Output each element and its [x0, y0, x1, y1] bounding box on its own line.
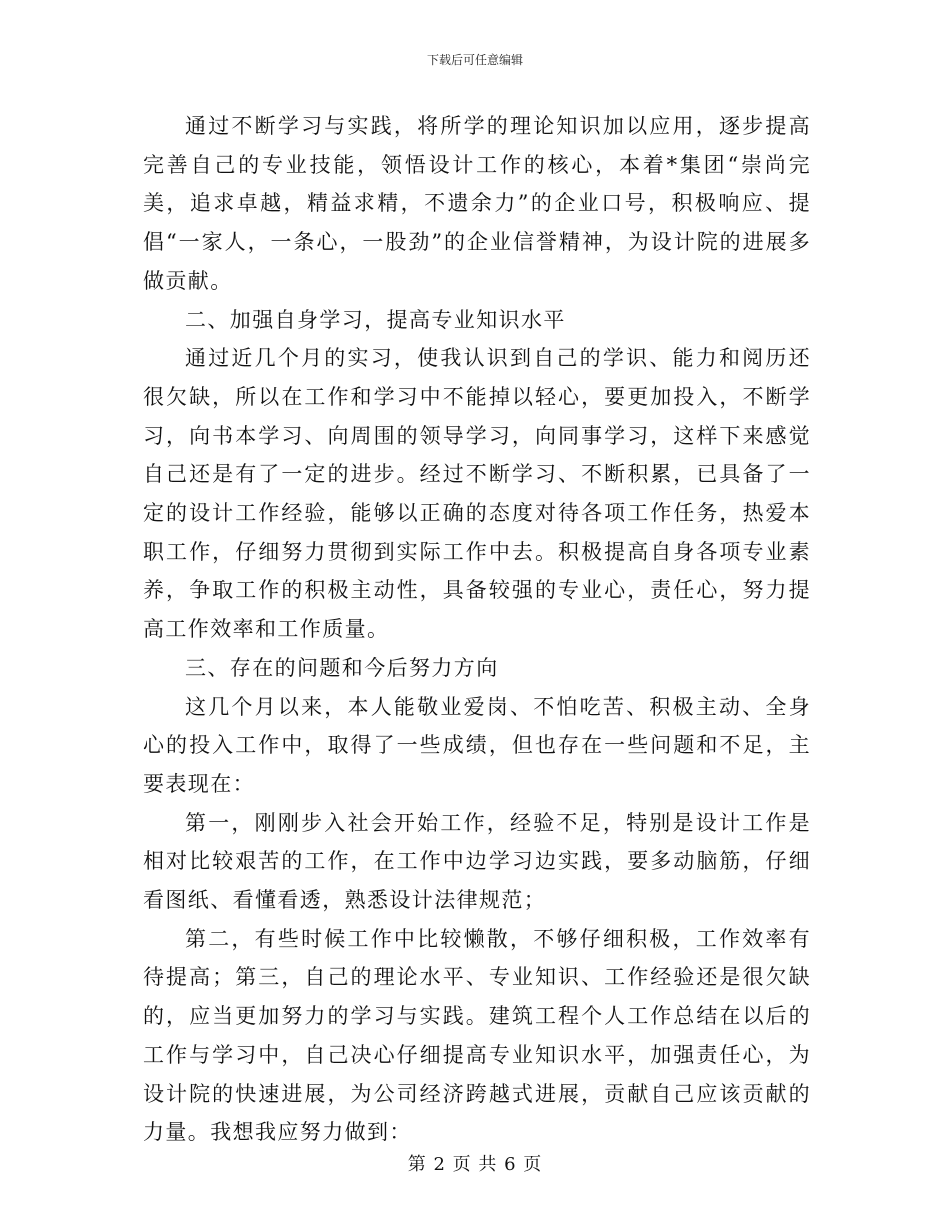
paragraph-study: 通过近几个月的实习，使我认识到自己的学识、能力和阅历还很欠缺，所以在工作和学习中不能掉以轻心，要更加投入，不断学习，向书本学习、向周围的领导学习，向同事学习，这样下来感觉自己还是有了一定的进步。经过不断学习、不断积累，已具备了一定的设计工作经验，能够以正确的态度对待各项工作任务，热爱本职工作，仔细努力贯彻到实际工作中去。积极提高自身各项专业素养，争取工作的积极主动性，具备较强的专业心，责任心，努力提高工作效率和工作质量。 — [143, 346, 811, 642]
page-header: 下载后可任意编辑 — [426, 53, 523, 67]
paragraph-practice: 通过不断学习与实践，将所学的理论知识加以应用，逐步提高完善自己的专业技能，领悟设计工作的核心，本着*集团“崇尚完美，追求卓越，精益求精，不遗余力”的企业口号，积极响应、提倡“一家人，一条心，一股劲”的企业信誉精神，为设计院的进展多做贡献。 — [143, 114, 811, 293]
page-footer: 第 2 页 共 6 页 — [407, 1154, 543, 1175]
paragraph-problem-first: 第一，刚刚步入社会开始工作，经验不足，特别是设计工作是相对比较艰苦的工作，在工作中边学习边实践，要多动脑筋，仔细看图纸、看懂看透，熟悉设计法律规范； — [143, 810, 811, 913]
paragraph-problem-second: 第二，有些时候工作中比较懒散，不够仔细积极，工作效率有待提高；第三，自己的理论水平、专业知识、工作经验还是很欠缺的，应当更加努力的学习与实践。建筑工程个人工作总结在以后的工作与学习中，自己决心仔细提高专业知识水平，加强责任心，为设计院的快速进展，为公司经济跨越式进展，贡献自己应该贡献的力量。我想我应努力做到： — [143, 926, 811, 1145]
paragraph-problems-intro: 这几个月以来，本人能敬业爱岗、不怕吃苦、积极主动、全身心的投入工作中，取得了一些成绩，但也存在一些问题和不足，主要表现在： — [143, 694, 811, 796]
section-heading-study: 二、加强自身学习，提高专业知识水平 — [185, 307, 566, 332]
section-heading-problems: 三、存在的问题和今后努力方向 — [185, 655, 499, 680]
document-body — [143, 107, 811, 1152]
